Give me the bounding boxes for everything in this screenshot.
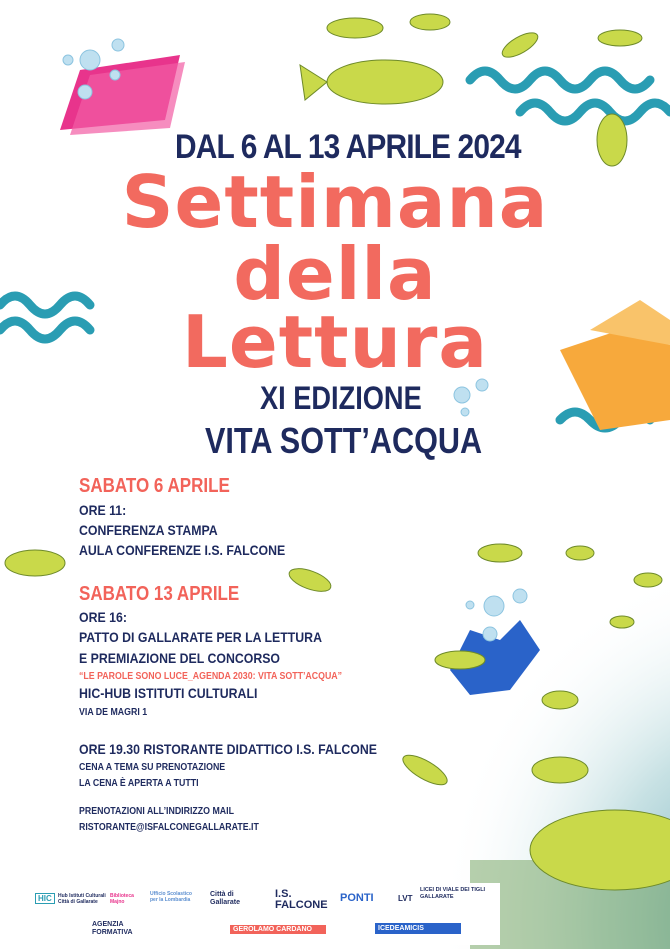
event-description: E PREMIAZIONE DEL CONCORSO xyxy=(79,650,281,666)
dinner-note: LA CENA È APERTA A TUTTI xyxy=(79,778,199,789)
event-address: VIA DE MAGRI 1 xyxy=(79,707,148,718)
event-day: SABATO 13 APRILE xyxy=(79,583,240,605)
booking-email[interactable]: RISTORANTE@ISFALCONEGALLARATE.IT xyxy=(79,822,259,833)
falcone-logo: I.S. FALCONE xyxy=(275,888,328,911)
event-description: CONFERENZA STAMPA xyxy=(79,522,218,538)
title-line-1: Settimana xyxy=(121,160,549,244)
dinner-note: CENA A TEMA SU PRENOTAZIONE xyxy=(79,762,226,773)
hic-logo: HIC xyxy=(35,893,55,904)
ufficio-scolastico-logo: Ufficio Scolastico per la Lombardia xyxy=(150,891,192,903)
event-dates: DAL 6 AL 13 APRILE 2024 xyxy=(175,128,521,166)
agenzia-formativa-logo: AGENZIA FORMATIVA xyxy=(92,921,133,936)
edition: XI EDIZIONE xyxy=(260,380,422,416)
lvt-logo-text: LICEI DI VIALE DEI TIGLI GALLARATE xyxy=(420,887,486,900)
theme: VITA SOTT’ACQUA xyxy=(205,420,483,461)
lvt-logo: LVT xyxy=(398,894,413,903)
partner-logos xyxy=(30,883,500,945)
event-time: ORE 16: xyxy=(79,609,127,625)
cardano-logo: GEROLAMO CARDANO xyxy=(230,925,326,934)
event-day: SABATO 6 APRILE xyxy=(79,475,230,497)
title-line-3: Lettura xyxy=(182,300,488,384)
biblioteca-logo: Biblioteca Majno xyxy=(110,893,134,905)
icedeamicis-logo: ICEDEAMICIS xyxy=(375,923,461,934)
contest-name: “LE PAROLE SONO LUCE_AGENDA 2030: VITA SOTT’ACQUA” xyxy=(79,671,343,682)
event-venue: HIC-HUB ISTITUTI CULTURALI xyxy=(79,685,258,701)
ponti-logo: PONTI xyxy=(340,892,374,904)
hic-logo-text: Hub Istituti Culturali Città di Gallarate xyxy=(58,893,106,905)
event-time: ORE 11: xyxy=(79,502,127,518)
event-location: AULA CONFERENZE I.S. FALCONE xyxy=(79,542,286,558)
booking-label: PRENOTAZIONI ALL’INDIRIZZO MAIL xyxy=(79,806,234,817)
gallarate-logo: Città di Gallarate xyxy=(210,891,240,906)
event-description: PATTO DI GALLARATE PER LA LETTURA xyxy=(79,629,322,645)
dinner-event: ORE 19.30 RISTORANTE DIDATTICO I.S. FALCONE xyxy=(79,741,378,757)
title-line-2: della xyxy=(233,232,437,316)
